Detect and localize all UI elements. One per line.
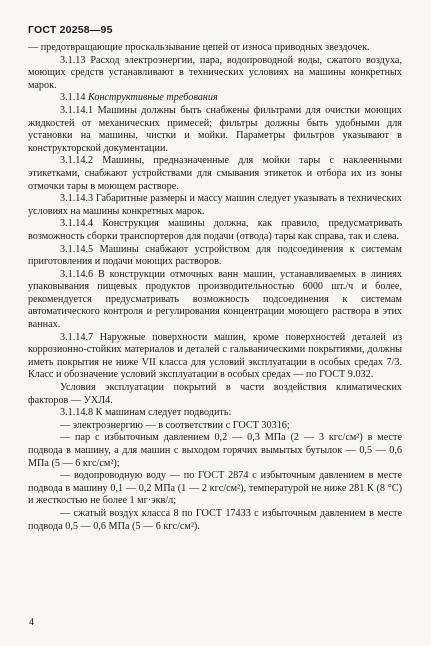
- page-number: 4: [29, 617, 34, 628]
- section-number: 3.1.14: [60, 92, 86, 104]
- paragraph: — пар с избыточным давлением 0,2 — 0,3 МПа (2 — 3 кгс/см²) в месте подвода в машину, а для машин с выходом горячих вымытых бутылок — 0,5 — 0,6 МПа (5 — 6 кгс/см²);: [28, 432, 402, 469]
- paragraph: — водопроводную воду — по ГОСТ 2874 с избыточным давлением в месте подвода в машину 0,1 — 0,2 МПа (1 — 2 кгс/см²), температурой не ниже 281 К (8 °С) и жесткостью не более 1 мг·экв/л;: [28, 470, 402, 507]
- paragraph: 3.1.14.4 Конструкция машины должна, как правило, предусматривать возможность сборки транспортеров для подачи (отвода) тары как справа, так и слева.: [28, 218, 402, 242]
- paragraph: 3.1.14.8 К машинам следует подводить:: [60, 407, 232, 419]
- paragraph: — предотвращающие проскальзывание цепей от износа приводных звездочек.: [28, 42, 370, 53]
- paragraph: 3.1.13 Расход электроэнергии, пара, водопроводной воды, сжатого воздуха, моющих средств устанавливают в технических условиях на машины конкретных марок.: [28, 54, 402, 91]
- page-header: ГОСТ 20258—95: [28, 24, 113, 36]
- paragraph: Условия эксплуатации покрытий в части воздействия климатических факторов — УХЛ4.: [28, 382, 402, 406]
- paragraph: 3.1.14.5 Машины снабжают устройством для подсоединения к системам приготовления и подачи моющих растворов.: [28, 243, 402, 268]
- paragraph: — электроэнергию — в соответствии с ГОСТ 30316;: [60, 419, 290, 431]
- paragraph: 3.1.14.7 Наружные поверхности машин, кроме поверхностей деталей из коррозионно-стойких материалов и деталей с гальваническими покрытиями, должны иметь покрытия не ниже VII класса для условий эксплуатации в особых средах 7/3. Класс и обозначение условий эксплуатации в особых средах — по ГОСТ 9.032.: [28, 331, 402, 381]
- paragraph: [28, 92, 402, 105]
- paragraph: 3.1.14.1 Машины должны быть снабжены фильтрами для очистки моющих жидкостей от механических примесей; фильтры должны быть удобными для установки на машины, чистки и мойки. Параметры фильтров указывают в конструкторской документации.: [28, 104, 402, 154]
- document-body: [28, 42, 402, 533]
- section-title: Конструктивные требования: [88, 92, 218, 104]
- paragraph: 3.1.14.2 Машины, предназначенные для мойки тары с наклеенными этикетками, снабжают устройствами для смывания этикеток и отбора их из зоны отмочки тары в моющем растворе.: [28, 155, 402, 192]
- paragraph: 3.1.14.6 В конструкции отмочных ванн машин, устанавливаемых в линиях упаковывания пищевых продуктов производительностью 6000 шт./ч и более, рекомендуется предусматривать возможность подсоединения к системам автоматического контроля и регулирования концентрации моющего раствора в этих ваннах.: [28, 268, 402, 331]
- paragraph: — сжатый воздух класса 8 по ГОСТ 17433 с избыточным давлением в месте подвода 0,5 — 0,6 МПа (5 — 6 кгс/см²).: [28, 507, 402, 532]
- paragraph: 3.1.14.3 Габаритные размеры и массу машин следует указывать в технических условиях на машины конкретных марок.: [28, 193, 402, 217]
